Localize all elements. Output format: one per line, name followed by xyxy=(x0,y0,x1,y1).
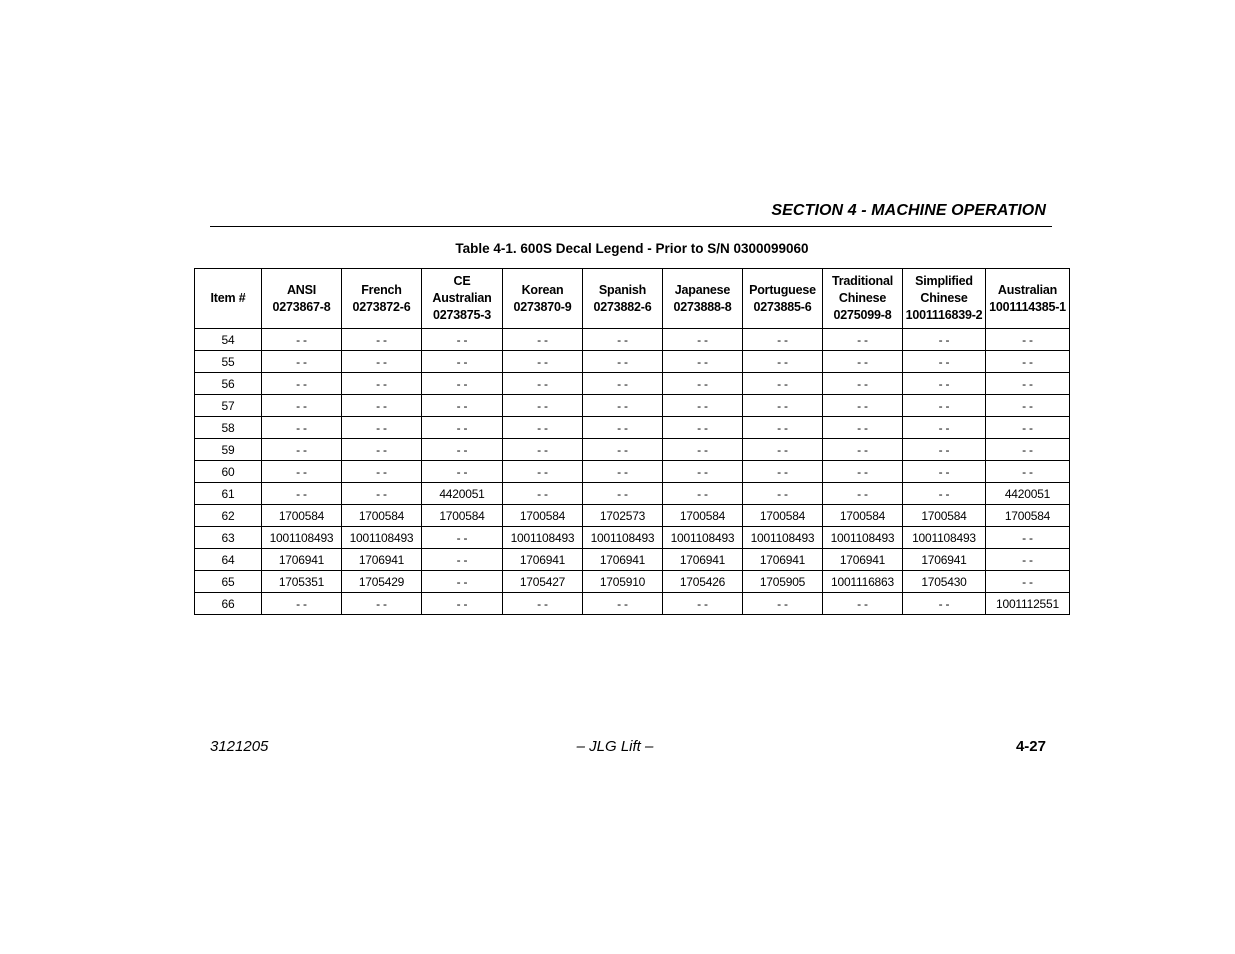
decal-part-cell: - - xyxy=(503,417,583,439)
decal-part-cell: 1705426 xyxy=(663,571,743,593)
item-number-cell: 54 xyxy=(195,329,262,351)
decal-part-cell: - - xyxy=(743,351,823,373)
column-header-line: Chinese xyxy=(920,291,968,305)
decal-part-cell: - - xyxy=(583,395,663,417)
decal-part-cell: - - xyxy=(422,593,503,615)
table-row xyxy=(195,395,1070,417)
column-header-line: CE xyxy=(453,274,471,288)
column-header-line: Portuguese xyxy=(749,282,816,297)
decal-part-cell: - - xyxy=(422,571,503,593)
decal-part-cell: - - xyxy=(262,329,342,351)
decal-part-cell: - - xyxy=(903,351,986,373)
decal-part-cell: - - xyxy=(743,439,823,461)
column-header-line: Australian xyxy=(432,291,492,305)
decal-part-cell: - - xyxy=(262,373,342,395)
decal-part-cell: - - xyxy=(342,439,422,461)
decal-part-cell: - - xyxy=(583,593,663,615)
decal-part-cell: - - xyxy=(663,329,743,351)
decal-part-cell: - - xyxy=(663,461,743,483)
table-row xyxy=(195,417,1070,439)
decal-part-cell: - - xyxy=(986,439,1070,461)
decal-part-cell: - - xyxy=(262,417,342,439)
item-number-cell: 62 xyxy=(195,505,262,527)
column-header-line: 0273882-6 xyxy=(593,299,652,314)
decal-part-cell: - - xyxy=(262,395,342,417)
decal-part-cell: - - xyxy=(823,351,903,373)
column-header-line: 0273872-6 xyxy=(352,299,411,314)
decal-part-cell: 1001108493 xyxy=(503,527,583,549)
section-title: SECTION 4 - MACHINE OPERATION xyxy=(771,202,1046,219)
decal-part-cell: - - xyxy=(986,351,1070,373)
decal-part-cell: - - xyxy=(342,351,422,373)
decal-part-cell: - - xyxy=(903,329,986,351)
decal-part-cell: 4420051 xyxy=(986,483,1070,505)
decal-part-cell: - - xyxy=(342,329,422,351)
decal-part-cell: - - xyxy=(422,461,503,483)
decal-part-cell: 1706941 xyxy=(903,549,986,571)
decal-part-cell: - - xyxy=(422,395,503,417)
decal-part-cell: - - xyxy=(342,483,422,505)
column-header xyxy=(986,269,1070,329)
column-header-line: French xyxy=(361,282,402,297)
item-number-cell: 57 xyxy=(195,395,262,417)
column-header xyxy=(583,269,663,329)
column-header xyxy=(823,269,903,329)
item-number-cell: 63 xyxy=(195,527,262,549)
decal-part-cell: 1001108493 xyxy=(262,527,342,549)
decal-part-cell: - - xyxy=(503,329,583,351)
table-title: Table 4-1. 600S Decal Legend - Prior to S/N 0300099060 xyxy=(455,241,809,256)
decal-part-cell: 1705351 xyxy=(262,571,342,593)
decal-part-cell: 1700584 xyxy=(422,505,503,527)
decal-part-cell: 1001112551 xyxy=(986,593,1070,615)
decal-part-cell: - - xyxy=(262,439,342,461)
decal-part-cell: - - xyxy=(823,593,903,615)
decal-part-cell: - - xyxy=(422,329,503,351)
table-row xyxy=(195,549,1070,571)
decal-part-cell: - - xyxy=(743,461,823,483)
table-row xyxy=(195,329,1070,351)
decal-part-cell: - - xyxy=(823,461,903,483)
decal-part-cell: - - xyxy=(422,439,503,461)
decal-part-cell: - - xyxy=(986,549,1070,571)
decal-part-cell: - - xyxy=(583,483,663,505)
decal-part-cell: - - xyxy=(342,593,422,615)
header-rule xyxy=(210,226,1052,227)
column-header xyxy=(422,269,503,329)
decal-part-cell: - - xyxy=(903,461,986,483)
decal-part-cell: - - xyxy=(823,395,903,417)
column-header-line: 0273867-8 xyxy=(272,299,331,314)
decal-part-cell: 1706941 xyxy=(743,549,823,571)
decal-part-cell: 1001108493 xyxy=(583,527,663,549)
column-header-line: 0273885-6 xyxy=(753,299,812,314)
decal-part-cell: 4420051 xyxy=(422,483,503,505)
decal-part-cell: 1706941 xyxy=(342,549,422,571)
decal-part-cell: - - xyxy=(986,395,1070,417)
decal-part-cell: 1706941 xyxy=(663,549,743,571)
decal-part-cell: - - xyxy=(583,329,663,351)
decal-part-cell: 1705905 xyxy=(743,571,823,593)
table-row xyxy=(195,351,1070,373)
decal-part-cell: - - xyxy=(743,329,823,351)
decal-part-cell: - - xyxy=(663,417,743,439)
decal-part-cell: - - xyxy=(422,351,503,373)
page-number: 4-27 xyxy=(1015,738,1046,755)
decal-part-cell: - - xyxy=(823,373,903,395)
column-header-line: 1001114385-1 xyxy=(989,299,1066,314)
decal-part-cell: 1700584 xyxy=(986,505,1070,527)
decal-part-cell: - - xyxy=(823,483,903,505)
decal-part-cell: 1700584 xyxy=(903,505,986,527)
decal-part-cell: - - xyxy=(583,351,663,373)
item-number-cell: 60 xyxy=(195,461,262,483)
decal-part-cell: - - xyxy=(422,417,503,439)
decal-part-cell: - - xyxy=(823,329,903,351)
decal-part-cell: - - xyxy=(583,417,663,439)
table-row xyxy=(195,461,1070,483)
column-header-line: Australian xyxy=(997,282,1058,297)
column-header xyxy=(503,269,583,329)
decal-part-cell: - - xyxy=(986,571,1070,593)
column-header xyxy=(262,269,342,329)
column-header xyxy=(342,269,422,329)
decal-part-cell: - - xyxy=(663,483,743,505)
decal-part-cell: 1706941 xyxy=(823,549,903,571)
decal-part-cell: - - xyxy=(503,461,583,483)
decal-part-cell: - - xyxy=(503,439,583,461)
decal-part-cell: - - xyxy=(743,373,823,395)
decal-part-cell: - - xyxy=(262,593,342,615)
decal-part-cell: - - xyxy=(503,483,583,505)
column-header-line: Simplified xyxy=(915,274,973,288)
decal-part-cell: 1705430 xyxy=(903,571,986,593)
decal-legend-table xyxy=(194,268,1070,615)
decal-part-cell: - - xyxy=(986,329,1070,351)
decal-part-cell: - - xyxy=(663,593,743,615)
column-header-line: Item # xyxy=(210,291,246,305)
column-header-line: 0275099-8 xyxy=(833,308,892,322)
decal-part-cell: - - xyxy=(503,395,583,417)
decal-part-cell: 1001116863 xyxy=(823,571,903,593)
decal-part-cell: 1700584 xyxy=(823,505,903,527)
decal-part-cell: - - xyxy=(663,351,743,373)
decal-part-cell: 1706941 xyxy=(262,549,342,571)
table-row xyxy=(195,571,1070,593)
item-number-cell: 64 xyxy=(195,549,262,571)
decal-part-cell: - - xyxy=(986,527,1070,549)
decal-part-cell: 1001108493 xyxy=(663,527,743,549)
decal-part-cell: 1700584 xyxy=(743,505,823,527)
decal-part-cell: - - xyxy=(262,483,342,505)
column-header-line: Korean xyxy=(521,282,564,297)
decal-part-cell: 1702573 xyxy=(583,505,663,527)
decal-part-cell: - - xyxy=(823,439,903,461)
decal-part-cell: - - xyxy=(422,549,503,571)
table-row xyxy=(195,483,1070,505)
column-header xyxy=(743,269,823,329)
decal-part-cell: 1700584 xyxy=(663,505,743,527)
item-number-cell: 58 xyxy=(195,417,262,439)
decal-part-cell: - - xyxy=(903,373,986,395)
table-row xyxy=(195,505,1070,527)
decal-part-cell: - - xyxy=(663,439,743,461)
column-header xyxy=(663,269,743,329)
column-header-line: Traditional xyxy=(831,274,893,288)
decal-part-cell: - - xyxy=(903,593,986,615)
decal-part-cell: - - xyxy=(743,417,823,439)
item-number-cell: 55 xyxy=(195,351,262,373)
column-header-line: Spanish xyxy=(598,282,647,297)
decal-part-cell: 1705910 xyxy=(583,571,663,593)
item-number-cell: 65 xyxy=(195,571,262,593)
column-header-line: Japanese xyxy=(674,282,731,297)
column-header-line: 0273888-8 xyxy=(673,299,732,314)
decal-part-cell: - - xyxy=(903,483,986,505)
decal-part-cell: - - xyxy=(503,593,583,615)
table-row xyxy=(195,527,1070,549)
decal-part-cell: 1705429 xyxy=(342,571,422,593)
decal-part-cell: 1705427 xyxy=(503,571,583,593)
decal-part-cell: 1706941 xyxy=(503,549,583,571)
table-row xyxy=(195,439,1070,461)
item-number-cell: 59 xyxy=(195,439,262,461)
decal-part-cell: - - xyxy=(503,373,583,395)
decal-part-cell: 1700584 xyxy=(342,505,422,527)
decal-part-cell: 1700584 xyxy=(262,505,342,527)
decal-part-cell: - - xyxy=(342,417,422,439)
decal-part-cell: - - xyxy=(503,351,583,373)
decal-part-cell: 1001108493 xyxy=(342,527,422,549)
decal-part-cell: - - xyxy=(583,373,663,395)
item-number-cell: 66 xyxy=(195,593,262,615)
decal-part-cell: 1706941 xyxy=(583,549,663,571)
decal-part-cell: - - xyxy=(903,439,986,461)
decal-part-cell: - - xyxy=(583,439,663,461)
decal-part-cell: - - xyxy=(422,373,503,395)
table-row xyxy=(195,593,1070,615)
column-header xyxy=(195,269,262,329)
column-header-line: 1001116839-2 xyxy=(905,308,983,322)
column-header-line: 0273870-9 xyxy=(513,299,572,314)
decal-part-cell: - - xyxy=(743,593,823,615)
table-header-row xyxy=(195,269,1070,329)
decal-part-cell: - - xyxy=(903,395,986,417)
decal-part-cell: - - xyxy=(986,417,1070,439)
decal-part-cell: - - xyxy=(422,527,503,549)
decal-part-cell: - - xyxy=(342,373,422,395)
decal-part-cell: 1700584 xyxy=(503,505,583,527)
decal-part-cell: - - xyxy=(986,373,1070,395)
column-header-line: 0273875-3 xyxy=(433,308,491,322)
decal-part-cell: - - xyxy=(663,373,743,395)
decal-part-cell: - - xyxy=(663,395,743,417)
decal-part-cell: 1001108493 xyxy=(903,527,986,549)
decal-part-cell: 1001108493 xyxy=(823,527,903,549)
table-body xyxy=(195,329,1070,615)
decal-part-cell: - - xyxy=(583,461,663,483)
footer-brand: – JLG Lift – xyxy=(576,738,654,755)
decal-part-cell: - - xyxy=(262,351,342,373)
doc-number: 3121205 xyxy=(210,738,269,755)
decal-part-cell: - - xyxy=(262,461,342,483)
decal-part-cell: - - xyxy=(986,461,1070,483)
table-row xyxy=(195,373,1070,395)
column-header xyxy=(903,269,986,329)
decal-part-cell: - - xyxy=(743,483,823,505)
item-number-cell: 56 xyxy=(195,373,262,395)
column-header-line: ANSI xyxy=(286,282,317,297)
decal-part-cell: - - xyxy=(342,395,422,417)
item-number-cell: 61 xyxy=(195,483,262,505)
decal-part-cell: - - xyxy=(903,417,986,439)
decal-part-cell: 1001108493 xyxy=(743,527,823,549)
decal-part-cell: - - xyxy=(743,395,823,417)
decal-part-cell: - - xyxy=(342,461,422,483)
decal-part-cell: - - xyxy=(823,417,903,439)
column-header-line: Chinese xyxy=(838,291,887,305)
